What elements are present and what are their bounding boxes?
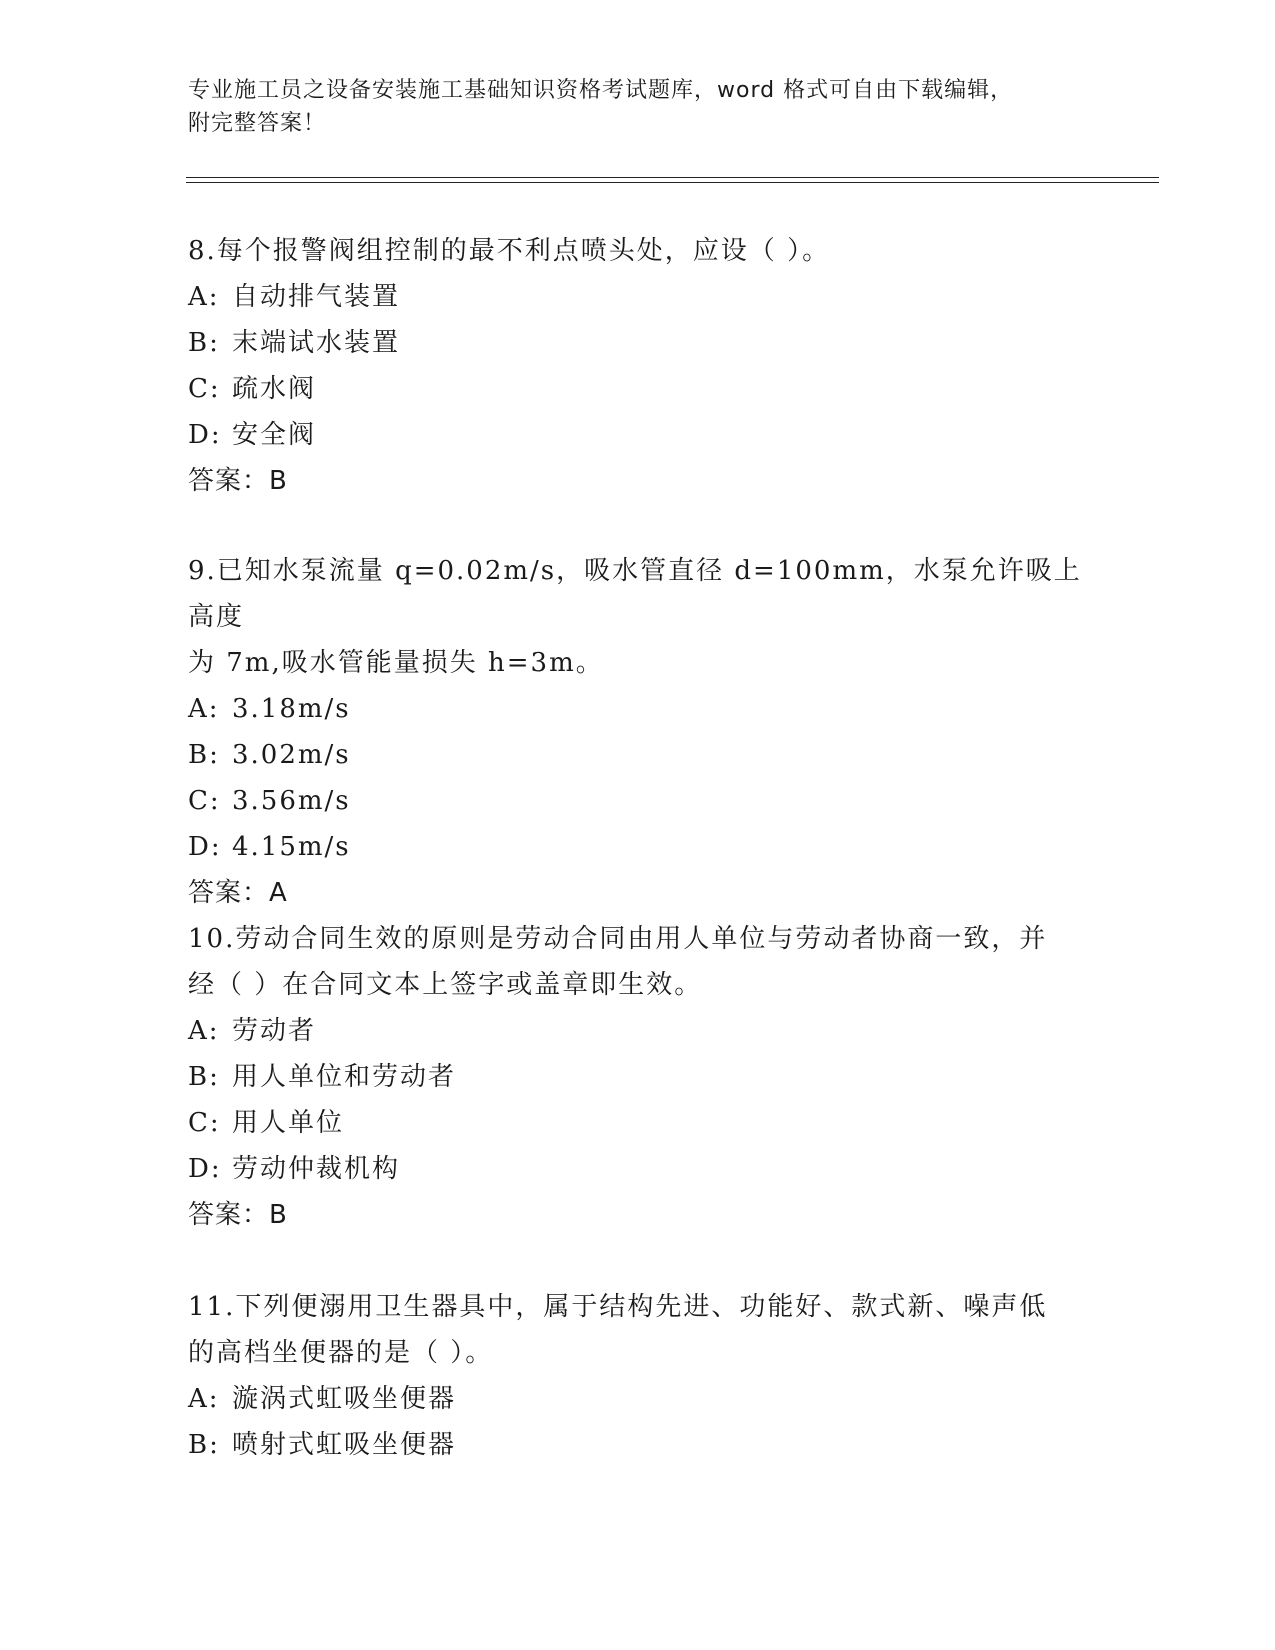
option-letter: C:: [188, 374, 221, 404]
option-text: 3.56m/s: [232, 786, 351, 816]
question-8: [188, 228, 1088, 504]
question-stem: [188, 548, 1088, 686]
option-text: 疏水阀: [232, 374, 317, 404]
option-letter: C:: [188, 786, 221, 816]
option-letter: D:: [188, 1154, 222, 1184]
option-text: 4.15m/s: [232, 832, 351, 862]
question-9: [188, 548, 1088, 916]
option-a: [188, 1376, 1088, 1422]
option-text: 喷射式虹吸坐便器: [232, 1430, 457, 1460]
answer-label: 答案：B: [188, 1200, 288, 1230]
option-a: [188, 1008, 1088, 1054]
option-letter: A:: [188, 1384, 220, 1414]
question-stem-line: 9.已知水泵流量 q=0.02m/s，吸水管直径 d=100mm，水泵允许吸上高度: [188, 556, 1082, 632]
option-text: 3.18m/s: [232, 694, 351, 724]
option-letter: B:: [188, 740, 220, 770]
option-text: 漩涡式虹吸坐便器: [232, 1384, 457, 1414]
option-text: 安全阀: [232, 420, 317, 450]
header-divider-top: [186, 177, 1159, 178]
option-letter: A:: [188, 1016, 220, 1046]
option-text: 劳动者: [232, 1016, 317, 1046]
question-stem: [188, 228, 1088, 274]
question-stem-line: 8.每个报警阀组控制的最不利点喷头处，应设（ ）。: [188, 236, 831, 266]
option-letter: C:: [188, 1108, 221, 1138]
option-text: 用人单位: [232, 1108, 345, 1138]
question-11: [188, 1284, 1088, 1468]
option-a: [188, 686, 1088, 732]
option-c: [188, 1100, 1088, 1146]
option-text: 3.02m/s: [232, 740, 351, 770]
question-stem: [188, 916, 1088, 1008]
header-line-1: 专业施工员之设备安装施工基础知识资格考试题库，word 格式可自由下载编辑，: [188, 78, 1014, 103]
option-letter: A:: [188, 694, 220, 724]
option-c: [188, 778, 1088, 824]
option-letter: D:: [188, 832, 222, 862]
option-c: [188, 366, 1088, 412]
option-b: [188, 1054, 1088, 1100]
option-text: 用人单位和劳动者: [232, 1062, 457, 1092]
option-text: 末端试水装置: [232, 328, 401, 358]
document-header: [188, 74, 1088, 140]
question-stem-line: 经（ ）在合同文本上签字或盖章即生效。: [188, 970, 703, 1000]
option-letter: B:: [188, 1430, 220, 1460]
option-letter: D:: [188, 420, 222, 450]
question-10: [188, 916, 1088, 1238]
option-b: [188, 320, 1088, 366]
question-stem-line: 为 7m,吸水管能量损失 h=3m。: [188, 648, 604, 678]
option-text: 劳动仲裁机构: [232, 1154, 401, 1184]
option-text: 自动排气装置: [232, 282, 401, 312]
option-b: [188, 1422, 1088, 1468]
question-stem-line: 的高档坐便器的是（ ）。: [188, 1338, 494, 1368]
option-b: [188, 732, 1088, 778]
header-divider-bottom: [186, 182, 1159, 183]
option-a: [188, 274, 1088, 320]
question-stem-line: 10.劳动合同生效的原则是劳动合同由用人单位与劳动者协商一致，并: [188, 924, 1048, 954]
option-d: [188, 824, 1088, 870]
option-letter: B:: [188, 1062, 220, 1092]
question-stem-line: 11.下列便溺用卫生器具中，属于结构先进、功能好、款式新、噪声低: [188, 1292, 1048, 1322]
header-line-2: 附完整答案！: [188, 111, 327, 136]
option-d: [188, 412, 1088, 458]
option-d: [188, 1146, 1088, 1192]
question-stem: [188, 1284, 1088, 1376]
answer-label: 答案：A: [188, 878, 288, 908]
answer-label: 答案：B: [188, 466, 288, 496]
option-letter: B:: [188, 328, 220, 358]
option-letter: A:: [188, 282, 220, 312]
